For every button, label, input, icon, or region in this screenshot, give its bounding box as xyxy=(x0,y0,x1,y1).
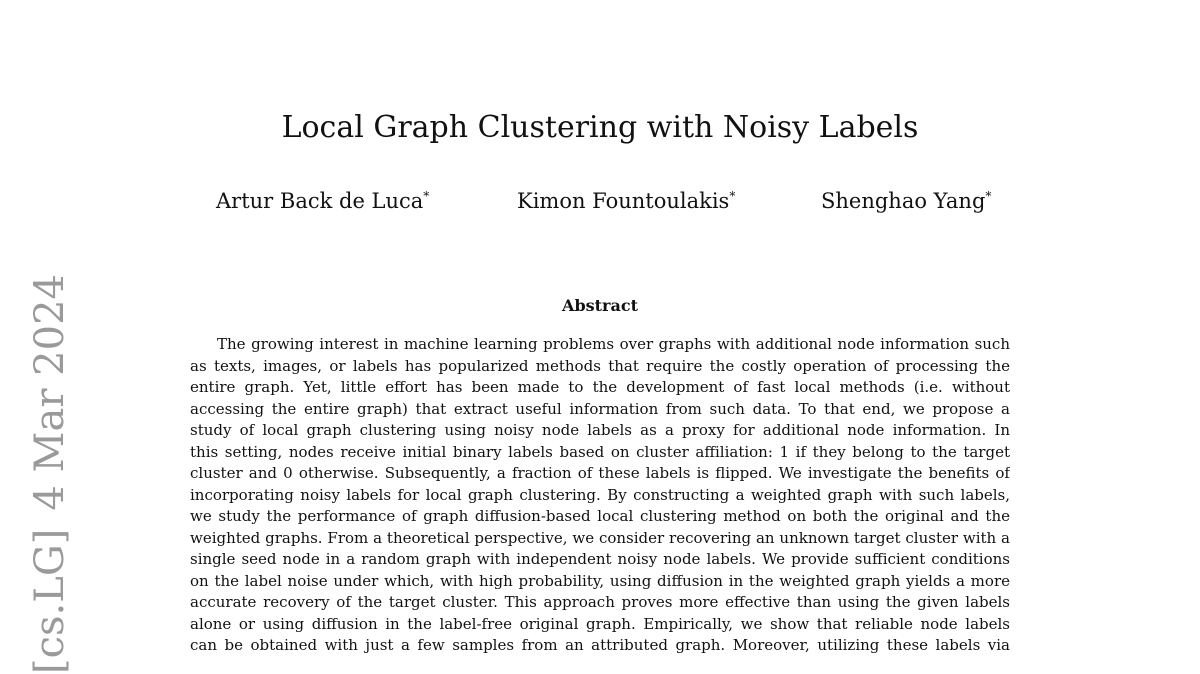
author-footnote-mark: * xyxy=(423,189,430,203)
paper-title: Local Graph Clustering with Noisy Labels xyxy=(281,110,919,145)
abstract-line: The growing interest in machine learning problems over graphs with additional node information such xyxy=(217,335,1010,353)
abstract-heading: Abstract xyxy=(562,296,638,315)
author-1 xyxy=(216,186,429,216)
author-name: Kimon Fountoulakis xyxy=(517,189,730,213)
author-footnote-mark: * xyxy=(729,189,736,203)
author-footnote-mark: * xyxy=(985,189,992,203)
arxiv-date: 4 Mar 2024 xyxy=(27,274,73,511)
author-3 xyxy=(821,186,991,216)
abstract-line: accessing the entire graph) that extract useful information from such data. To that end, we propose a xyxy=(190,399,1010,418)
abstract-body xyxy=(190,334,1010,657)
abstract-line: cluster and 0 otherwise. Subsequently, a fraction of these labels is flipped. We investigate the benefits of xyxy=(190,464,1010,482)
abstract-line: this setting, nodes receive initial binary labels based on cluster affiliation: 1 if they belong to the target xyxy=(190,442,1010,461)
author-name: Artur Back de Luca xyxy=(216,189,424,213)
abstract-line: as texts, images, or labels has popularized methods that require the costly operation of processing the xyxy=(190,356,1010,375)
abstract-line: alone or using diffusion in the label-free original graph. Empirically, we show that reliable node labels xyxy=(190,614,1010,633)
abstract-line: single seed node in a random graph with independent noisy node labels. We provide sufficient conditions xyxy=(190,550,1010,568)
abstract-line: we study the performance of graph diffusion-based local clustering method on both the original and the xyxy=(190,507,1010,525)
abstract-line: incorporating noisy labels for local graph clustering. By constructing a weighted graph with such labels, xyxy=(190,485,1010,504)
author-name: Shenghao Yang xyxy=(821,189,986,213)
abstract-line: study of local graph clustering using noisy node labels as a proxy for additional node information. In xyxy=(190,421,1010,439)
abstract-line: weighted graphs. From a theoretical perspective, we consider recovering an unknown target cluster with a xyxy=(190,528,1010,547)
arxiv-category: [cs.LG] xyxy=(27,528,73,674)
abstract-line: on the label noise under which, with high probability, using diffusion in the weighted graph yields a more xyxy=(190,571,1010,590)
author-2 xyxy=(517,186,735,216)
abstract-line: can be obtained with just a few samples from an attributed graph. Moreover, utilizing these labels via xyxy=(190,636,1010,654)
abstract-line: accurate recovery of the target cluster. This approach proves more effective than using the given labels xyxy=(190,593,1010,611)
abstract-line: entire graph. Yet, little effort has been made to the development of fast local methods (i.e. without xyxy=(190,378,1010,396)
